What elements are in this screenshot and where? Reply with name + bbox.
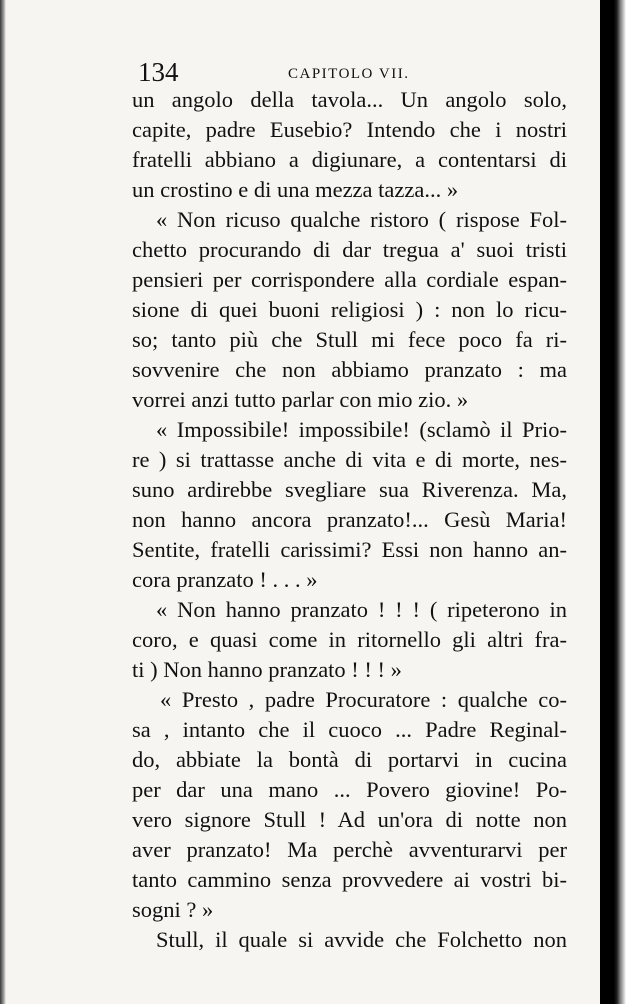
text-line: « Presto , padre Procuratore : qualche co- xyxy=(160,687,567,712)
text-line: vero signore Stull ! Ad un'ora di notte non xyxy=(132,807,567,832)
text-line: non hanno ancora pranzato!... Gesù Maria! xyxy=(132,507,567,532)
page-left-edge xyxy=(0,0,6,1004)
text-line: sogni ? » xyxy=(132,897,214,922)
text-line: chetto procurando di dar tregua a' suoi tristi xyxy=(132,237,567,262)
text-line: vorrei anzi tutto parlar con mio zio. » xyxy=(132,387,469,412)
text-line: pensieri per corrispondere alla cordiale espan- xyxy=(132,267,567,292)
text-line: sovvenire che non abbiamo pranzato : ma xyxy=(132,357,567,382)
text-line: re ) si trattasse anche di vita e di morte, nes- xyxy=(132,447,567,472)
text-line: so; tanto più che Stull mi fece poco fa ri- xyxy=(132,327,567,352)
body-text xyxy=(132,85,567,955)
text-line: sione di quei buoni religiosi ) : non lo ricu- xyxy=(132,297,567,322)
text-line: per dar una mano ... Povero giovine! Po- xyxy=(132,777,567,802)
text-line: cora pranzato ! . . . » xyxy=(132,567,318,592)
text-line: coro, e quasi come in ritornello gli altri fra- xyxy=(132,627,567,652)
text-line: un angolo della tavola... Un angolo solo, xyxy=(132,87,567,112)
text-line: Sentite, fratelli carissimi? Essi non hanno an- xyxy=(132,537,567,562)
page-number: 134 xyxy=(138,57,179,87)
text-line: sa , intanto che il cuoco ... Padre Reginal- xyxy=(132,717,567,742)
text-line: capite, padre Eusebio? Intendo che i nostri xyxy=(132,117,567,142)
text-line: « Non hanno pranzato ! ! ! ( ripeterono in xyxy=(156,597,567,622)
text-line: « Impossibile! impossibile! (sclamò il Prio- xyxy=(156,417,567,442)
text-line: fratelli abbiano a digiunare, a contentarsi di xyxy=(132,147,567,172)
text-line: « Non ricuso qualche ristoro ( rispose Fol- xyxy=(156,207,567,232)
text-line: suno ardirebbe svegliare sua Riverenza. Ma, xyxy=(132,477,567,502)
text-line: do, abbiate la bontà di portarvi in cucina xyxy=(132,747,567,772)
text-line: ti ) Non hanno pranzato ! ! ! » xyxy=(132,657,402,682)
text-line: un crostino e di una mezza tazza... » xyxy=(132,177,459,202)
binding-shadow xyxy=(600,0,636,1004)
text-line: Stull, il quale si avvide che Folchetto non xyxy=(156,927,567,952)
text-line: tanto cammino senza provvedere ai vostri bi- xyxy=(132,867,567,892)
text-line: aver pranzato! Ma perchè avventurarvi per xyxy=(132,837,567,862)
chapter-title: CAPITOLO VII. xyxy=(288,66,410,82)
